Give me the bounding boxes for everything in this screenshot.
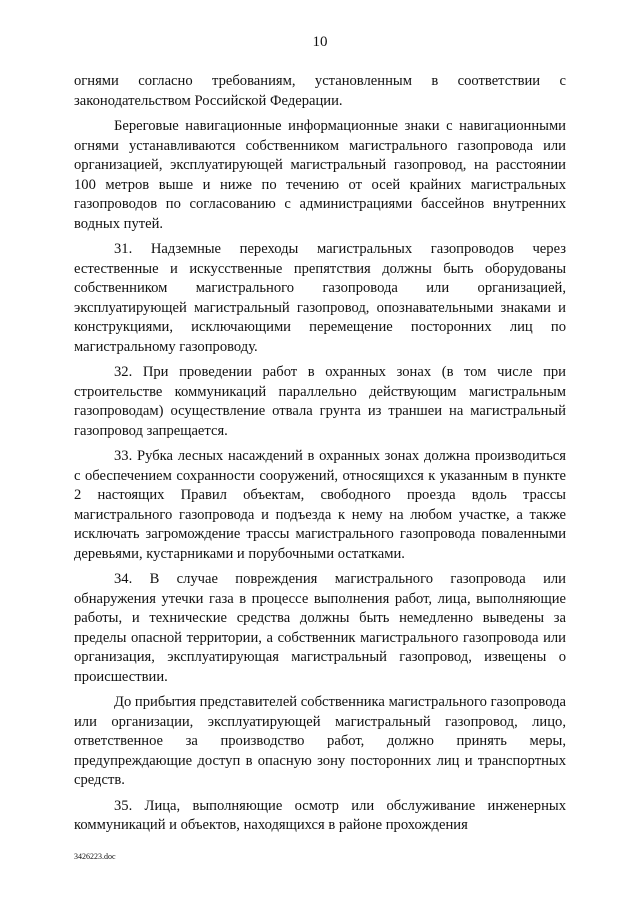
paragraph-34-continued: До прибытия представителей собственника магистрального газопровода или организации, эксплуатирующей магистральный газопровод, лицо, ответственное за производство работ, должно принять меры, предупреждающие доступ в опасную зону посторонних лиц и транспортных средств. — [74, 694, 566, 788]
paragraph-35: 35. Лица, выполняющие осмотр или обслуживание инженерных коммуникаций и объектов, находящихся в районе прохождения — [74, 797, 566, 833]
paragraph-coastal-signs: Береговые навигационные информационные знаки с навигационными огнями устанавливаются собственником магистрального газопровода или организацией, эксплуатирующей магистральный газопровод, на расстоянии 100 метров выше и ниже по течению от осей крайних магистральных газопроводов по согласованию с администрациями бассейнов внутренних водных путей. — [74, 118, 566, 232]
paragraph-34: 34. В случае повреждения магистрального газопровода или обнаружения утечки газа в процессе выполнения работ, лица, выполняющие работы, и технические средства должны быть немедленно выведены за пределы опасной территории, а собственник магистрального газопровода или организация, эксплуатирующая магистральный газопровод, извещены о происшествии. — [74, 571, 566, 685]
footer-file-code: 3426223.doc — [74, 852, 116, 861]
paragraph-continuation: огнями согласно требованиям, установленным в соответствии с законодательством Российской Федерации. — [74, 73, 566, 109]
paragraph-31: 31. Надземные переходы магистральных газопроводов через естественные и искусственные препятствия должны быть оборудованы собственником магистрального газопровода или организацией, эксплуатирующей магистральный газопровод, опознавательными знаками и конструкциями, исключающими перемещение посторонних лиц по магистральному газопроводу. — [74, 241, 566, 355]
page-number: 10 — [312, 34, 328, 50]
paragraph-32: 32. При проведении работ в охранных зонах (в том числе при строительстве коммуникаций параллельно действующим магистральным газопроводам) осуществление отвала грунта из траншеи на магистральный газопровод запрещается. — [74, 364, 566, 439]
paragraph-33: 33. Рубка лесных насаждений в охранных зонах должна производиться с обеспечением сохранности сооружений, относящихся к указанным в пункте 2 настоящих Правил объектам, свободного проезда вдоль трассы магистрального газопровода и подъезда к нему на любом участке, а также исключать загромождение трассы магистрального газопровода поваленными деревьями, кустарниками и порубочными остатками. — [74, 448, 566, 562]
document-body — [74, 72, 566, 842]
